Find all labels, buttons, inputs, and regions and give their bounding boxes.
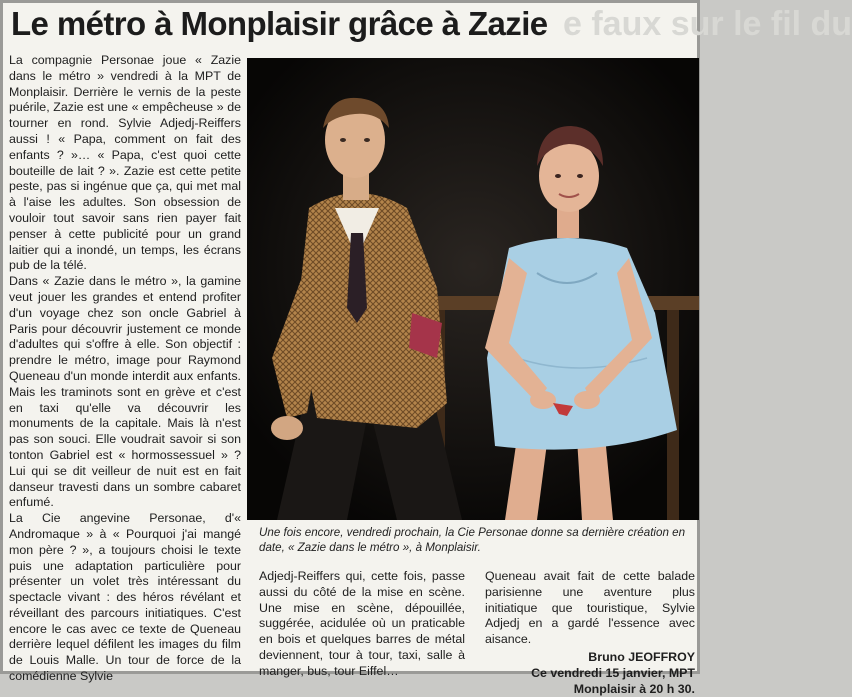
bleed-through-headline: e faux sur le fil du: [563, 5, 852, 43]
middle-text-column: [259, 569, 465, 678]
paragraph-staging: Adjedj-Reiffers qui, cette fois, passe aussi du côté de la mise en scène. Une mise en scène, dépouillée, suggérée, acidulée où un praticable en bois et quelques barres de métal deviennent, tour à tour, taxi, salle à manger, bus, tour Eiffel…: [259, 569, 465, 678]
photo-caption: Une fois encore, vendredi prochain, la Cie Personae donne sa dernière création en date, « Zazie dans le métro », à Monplaisir.: [259, 526, 686, 554]
left-text-column: [9, 53, 241, 684]
event-info-time: Monplaisir à 20 h 30.: [573, 681, 695, 696]
paragraph-conclusion: Queneau avait fait de cette balade parisienne une aventure plus initiatique que touristique, Sylvie Adjedj en a gardé l'essence avec aisance.: [485, 569, 695, 647]
paragraph-company: La Cie angevine Personae, d'« Andromaque » à « Pourquoi j'ai mangé mon père ? », a toujours choisi le texte puis une adaptation particulière pour présenter un volet très intéressant du spectacle vivant : des héros révélant et réveillant des parcours initiatiques. C'est encore le cas avec ce texte de Queneau derrière lequel défilent les images du film de Louis Malle. Un tour de force de la comédienne Sylvie: [9, 511, 241, 684]
paragraph-story: Dans « Zazie dans le métro », la gamine veut jouer les grandes et entend profiter d'un voyage chez son oncle Gabriel à Paris pour découvrir justement ce monde d'adultes qui s'offre à elle. Son objectif : prendre le métro, image pour Raymond Queneau d'un monde interdit aux enfants. Mais les traminots sont en grève et c'est en taxi qu'elle va découvrir les monuments de la capitale. Mais là n'est pas son souci. Elle voudrait savoir si son tonton Gabriel est « hormossessuel » ? Lui qui se dit veilleur de nuit est en fait danseur travesti dans un sombre cabaret enfumé.: [9, 274, 241, 510]
event-info-date: Ce vendredi 15 janvier, MPT: [531, 665, 695, 680]
paragraph-intro: La compagnie Personae joue « Zazie dans le métro » vendredi à la MPT de Monplaisir. Derrière le vernis de la peste puérile, Zazie est une « empêcheuse » de tourner en rond. Sylvie Adjedj-Reiffers aussi ! « Papa, comment on fait des enfants ? »… « Papa, c'est quoi cette bouteille de lait ? ». Zazie est cette petite peste, pas si ingénue que ça, qui met mal à l'aise les adultes. Son obsession de vouloir tout savoir sans rien payer fait penser à cette publicité pour un grand laitier qui a inondé, un temps, les écrans pub de la télé.: [9, 53, 241, 273]
author-byline: Bruno JEOFFROY: [588, 649, 695, 664]
article-headline: Le métro à Monplaisir grâce à Zazie: [11, 5, 548, 42]
right-text-column: [485, 569, 695, 696]
stage-photo: [247, 58, 699, 520]
